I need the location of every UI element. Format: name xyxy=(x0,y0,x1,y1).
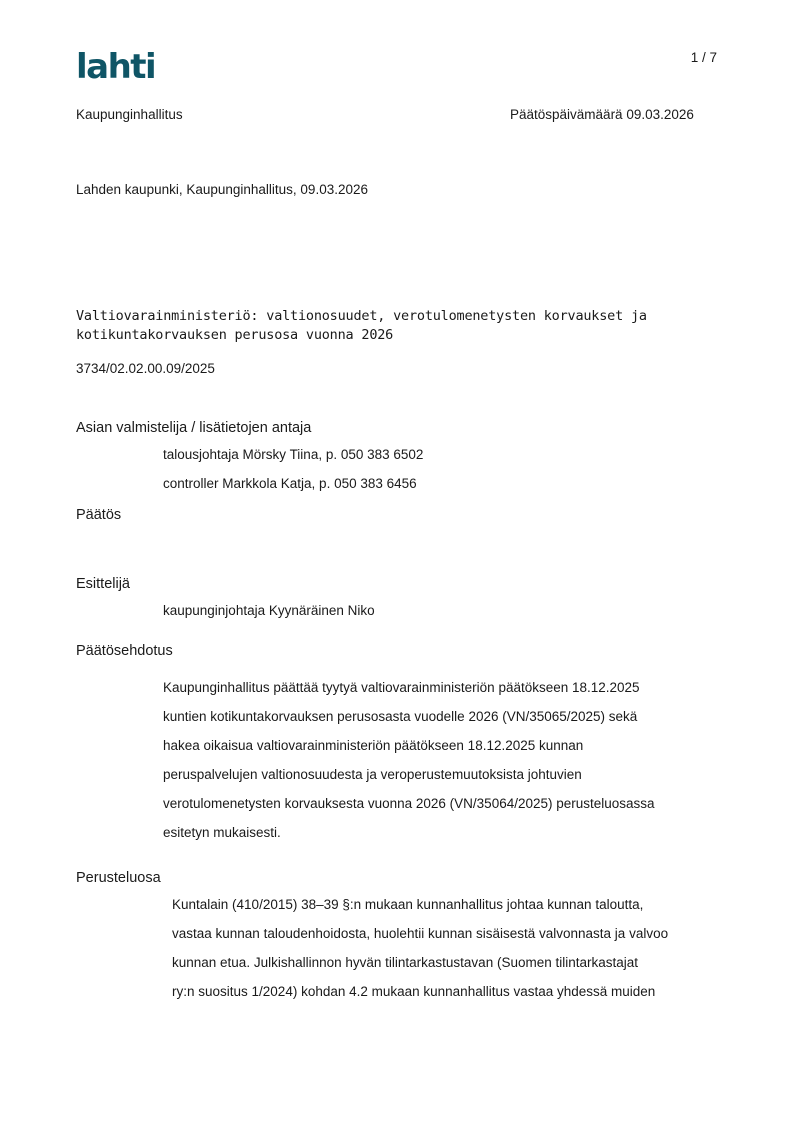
organ-name: Kaupunginhallitus xyxy=(76,107,183,122)
proposal-line: esitetyn mukaisesti. xyxy=(163,825,281,840)
lahti-logo-mark xyxy=(76,46,168,82)
rationale-heading: Perusteluosa xyxy=(76,870,161,886)
preparer-person: talousjohtaja Mörsky Tiina, p. 050 383 6502 xyxy=(163,447,424,462)
decision-date: Päätöspäivämäärä 09.03.2026 xyxy=(510,107,694,122)
rationale-line: vastaa kunnan taloudenhoidosta, huolehtii kunnan sisäisestä valvonnasta ja valvoo xyxy=(172,926,669,941)
page-number: 1 / 7 xyxy=(690,50,717,65)
rationale-line: ry:n suositus 1/2024) kohdan 4.2 mukaan kunnanhallitus vastaa yhdessä muiden xyxy=(172,984,656,999)
proposal-line: hakea oikaisua valtiovarainministeriön päätökseen 18.12.2025 kunnan xyxy=(163,738,584,753)
proposal-line: peruspalvelujen valtionosuudesta ja veroperustemuutoksista johtuvien xyxy=(163,767,582,782)
presenter-heading: Esittelijä xyxy=(76,576,130,592)
document-title-line-1: Valtiovarainministeriö: valtionosuudet, verotulomenetysten korvaukset ja xyxy=(76,308,647,324)
svg-text:lahti: lahti xyxy=(76,47,156,82)
rationale-line: kunnan etua. Julkishallinnon hyvän tilintarkastustavan (Suomen tilintarkastajat xyxy=(172,955,639,970)
meta-line: Lahden kaupunki, Kaupunginhallitus, 09.03.2026 xyxy=(76,182,368,197)
presenter-name: kaupunginjohtaja Kyynäräinen Niko xyxy=(163,603,375,618)
case-number: 3734/02.02.00.09/2025 xyxy=(76,361,215,376)
proposal-line: verotulomenetysten korvauksesta vuonna 2026 (VN/35064/2025) perusteluosassa xyxy=(163,796,655,811)
preparer-heading: Asian valmistelija / lisätietojen antaja xyxy=(76,420,312,436)
document-title-line-2: kotikuntakorvauksen perusosa vuonna 2026 xyxy=(76,327,394,343)
proposal-line: Kaupunginhallitus päättää tyytyä valtiovarainministeriön päätökseen 18.12.2025 xyxy=(163,680,640,695)
rationale-line: Kuntalain (410/2015) 38–39 §:n mukaan kunnanhallitus johtaa kunnan taloutta, xyxy=(172,897,644,912)
lahti-logo xyxy=(76,46,168,82)
decision-heading: Päätös xyxy=(76,507,122,523)
proposal-heading: Päätösehdotus xyxy=(76,643,173,659)
proposal-line: kuntien kotikuntakorvauksen perusosasta vuodelle 2026 (VN/35065/2025) sekä xyxy=(163,709,638,724)
preparer-person: controller Markkola Katja, p. 050 383 6456 xyxy=(163,476,417,491)
